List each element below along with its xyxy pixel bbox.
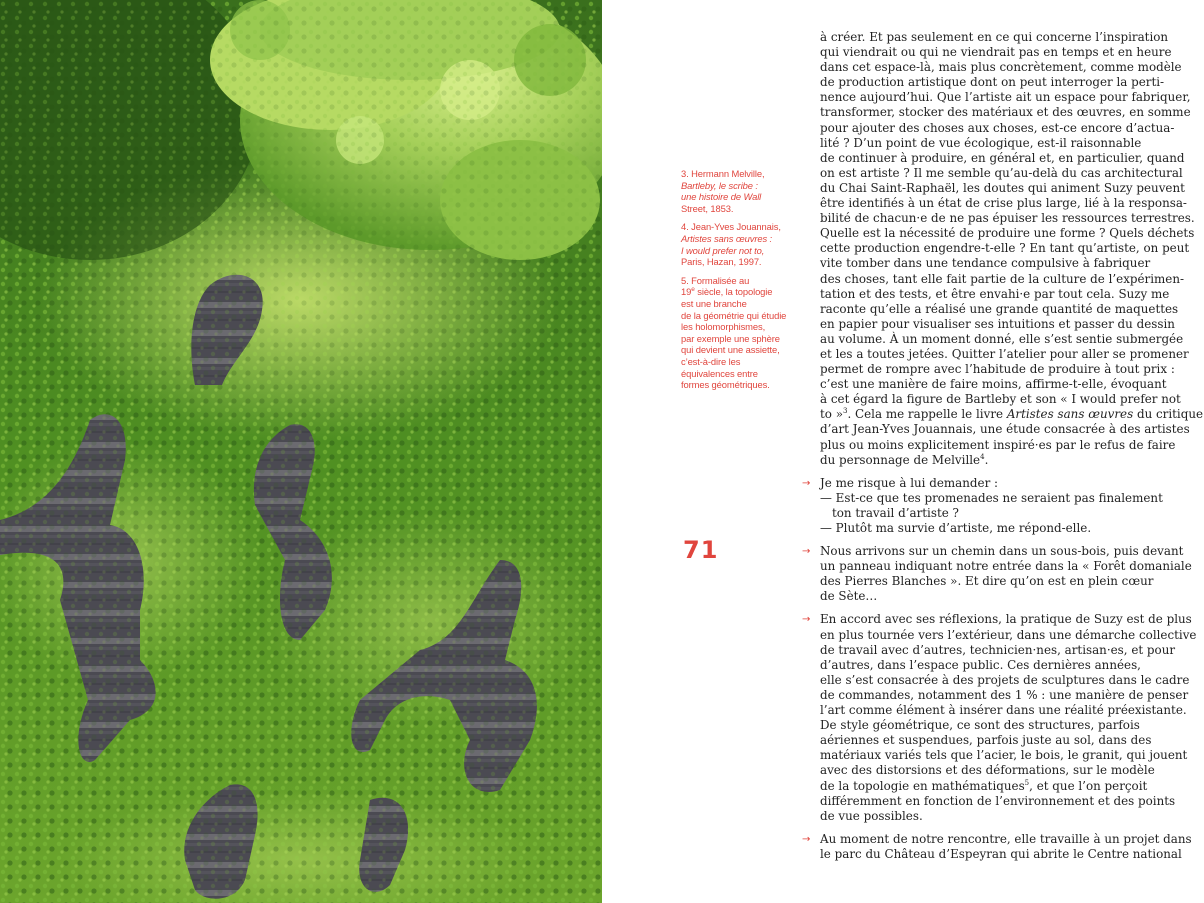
text-line: lité ? D’un point de vue écologique, est-il raisonnable bbox=[820, 135, 1142, 150]
text-line: à créer. Et pas seulement en ce qui concerne l’inspiration bbox=[820, 30, 1169, 44]
text-line: d’art Jean-Yves Jouannais, une étude consacrée à des artistes bbox=[820, 422, 1190, 437]
text-line: nence aujourd’hui. Que l’artiste ait un espace pour fabriquer, bbox=[820, 90, 1191, 105]
arrow-icon: → bbox=[802, 833, 811, 845]
text-line: Quelle est la nécessité de produire une forme ? Quels déchets bbox=[820, 226, 1195, 241]
text-line: permet de rompre avec l’habitude de produire à tout prix : bbox=[820, 362, 1175, 377]
text-line: différemment en fonction de l’environnement et des points bbox=[820, 793, 1176, 808]
text-line: l’art comme élément à insérer dans une réalité préexistante. bbox=[820, 703, 1187, 718]
footnote-line: une histoire de Wall bbox=[681, 191, 762, 203]
text-line: aériennes et suspendues, parfois juste au sol, dans des bbox=[820, 733, 1152, 748]
text-line: Je me risque à lui demander : bbox=[820, 475, 999, 490]
text-line: et les a toutes jetées. Quitter l’atelier pour aller se promener bbox=[820, 346, 1189, 361]
text-line: bilité de chacun·e de ne pas épuiser les ressources terrestres. bbox=[820, 211, 1195, 226]
text-line: — Est-ce que tes promenades ne seraient pas finalement bbox=[820, 490, 1163, 505]
paragraph bbox=[802, 476, 1182, 536]
arrow-icon: → bbox=[802, 614, 811, 626]
footnote-line: équivalences entre bbox=[681, 367, 758, 379]
text-line: — Plutôt ma survie d’artiste, me répond-elle. bbox=[820, 521, 1092, 535]
footnotes bbox=[681, 168, 787, 398]
footnote-line: 3. Hermann Melville, bbox=[681, 168, 765, 179]
footnote-fn5 bbox=[681, 274, 787, 391]
text-line: pour ajouter des choses aux choses, est-ce encore d’actua- bbox=[820, 120, 1175, 135]
text-line: plus ou moins explicitement inspiré·es par le refus de faire bbox=[820, 437, 1176, 452]
text-line: en papier pour visualiser ses intuitions et passer du dessin bbox=[820, 316, 1175, 331]
footnote-line: qui devient une assiette, bbox=[681, 344, 780, 356]
paragraph bbox=[802, 612, 1197, 823]
text-line: en plus tournée vers l’extérieur, dans une démarche collective bbox=[820, 627, 1197, 642]
text-line: du personnage de Melville$^4$. bbox=[820, 452, 989, 467]
footnote-line: les holomorphismes, bbox=[681, 321, 766, 333]
text-line: de continuer à produire, en général et, en particulier, quand bbox=[820, 150, 1185, 165]
text-line: c’est une manière de faire moins, affirme-t-elle, évoquant bbox=[820, 377, 1167, 392]
text-line: cette production engendre-t-elle ? En tant qu’artiste, on peut bbox=[820, 241, 1190, 256]
text-line: un panneau indiquant notre entrée dans la « Forêt domaniale bbox=[820, 559, 1192, 574]
text-line: dans cet espace-là, mais plus concrètement, comme modèle bbox=[820, 60, 1182, 75]
text-line: être identifiés à un état de crise plus large, lié à la responsa- bbox=[820, 196, 1187, 211]
text-line: raconte qu’elle a réalisé une grande quantité de maquettes bbox=[820, 301, 1179, 316]
text-line: transformer, stocker des matériaux et des œuvres, en somme bbox=[820, 105, 1191, 120]
text-line: elle s’est consacrée à des projets de sculptures dans le cadre bbox=[820, 672, 1190, 687]
text-line: qui viendrait ou qui ne viendrait pas en temps et en heure bbox=[820, 45, 1172, 60]
text-line: du Chai Saint-Raphaël, les doutes qui animent Suzy peuvent bbox=[820, 180, 1185, 195]
footnote-line: formes géométriques. bbox=[681, 379, 770, 391]
footnote-fn3 bbox=[681, 168, 781, 214]
footnote-line: Bartleby, le scribe : bbox=[681, 179, 758, 191]
footnote-line: 19e siècle, la topologie bbox=[681, 286, 773, 298]
footnote-line: c’est-à-dire les bbox=[681, 355, 741, 367]
footnote-line: 5. Formalisée au bbox=[681, 274, 750, 286]
text-line: de commandes, notamment des 1 % : une manière de penser bbox=[820, 687, 1189, 702]
text-line: En accord avec ses réflexions, la pratique de Suzy est de plus bbox=[820, 612, 1192, 627]
text-line: ton travail d’artiste ? bbox=[832, 505, 959, 520]
text-line: on est artiste ? Il me semble qu’au-delà du cas architectural bbox=[820, 165, 1183, 180]
text-line: De style géométrique, ce sont des structures, parfois bbox=[820, 718, 1140, 733]
footnote-line: Street, 1853. bbox=[681, 202, 734, 214]
text-line: au volume. À un moment donné, elle s’est sentie submergée bbox=[820, 331, 1184, 346]
text-line: de production artistique dont on peut interroger la perti- bbox=[820, 75, 1165, 90]
text-line: Au moment de notre rencontre, elle travaille à un projet dans bbox=[820, 831, 1192, 846]
text-line: à cet égard la figure de Bartleby et son « I would prefer not bbox=[820, 392, 1181, 407]
arrow-icon: → bbox=[802, 477, 811, 489]
text-line: vite tomber dans une tendance compulsive à fabriquer bbox=[820, 256, 1151, 271]
text-line: matériaux variés tels que l’acier, le bois, le granit, qui jouent bbox=[820, 748, 1188, 763]
text-line: Nous arrivons sur un chemin dans un sous-bois, puis devant bbox=[820, 544, 1184, 559]
text-line: le parc du Château d’Espeyran qui abrite le Centre national bbox=[820, 846, 1182, 861]
footnote-line: Artistes sans œuvres : bbox=[681, 232, 773, 244]
text-line: to »$^3$. Cela me rappelle le livre Artistes sans œuvres du critique bbox=[820, 407, 1204, 422]
paragraph bbox=[802, 831, 1192, 862]
footnote-fn4 bbox=[681, 221, 781, 267]
text-line: des Pierres Blanches ». Et dire qu’on est en plein cœur bbox=[820, 574, 1154, 589]
text-line: tation et des tests, et être envahi·e par tout cela. Suzy me bbox=[820, 286, 1170, 301]
footnote-line: de la géométrie qui étudie bbox=[681, 309, 787, 321]
page-number: 71 bbox=[683, 536, 719, 564]
text-line: des choses, tant elle fait partie de la culture de l’expérimen- bbox=[820, 271, 1185, 286]
footnote-line: par exemple une sphère bbox=[681, 332, 780, 344]
paragraph bbox=[802, 544, 1192, 604]
text-line: de Sète… bbox=[820, 589, 878, 604]
text-line: de vue possibles. bbox=[820, 808, 923, 823]
text-line: de la topologie en mathématiques$^5$, et que l’on perçoit bbox=[820, 778, 1148, 793]
paragraph bbox=[802, 30, 1204, 468]
text-line: d’autres, dans l’espace public. Ces dernières années, bbox=[820, 657, 1141, 672]
footnote-line: est une branche bbox=[681, 297, 747, 309]
footnote-line: Paris, Hazan, 1997. bbox=[681, 256, 762, 268]
arrow-icon: → bbox=[802, 546, 811, 558]
footnote-line: I would prefer not to, bbox=[681, 244, 765, 256]
text-line: avec des distorsions et des déformations, sur le modèle bbox=[820, 763, 1155, 778]
text-line: de travail avec d’autres, technicien·nes, artisan·es, et pour bbox=[820, 642, 1176, 657]
footnote-line: 4. Jean-Yves Jouannais, bbox=[681, 221, 781, 233]
body-text bbox=[802, 30, 1204, 862]
